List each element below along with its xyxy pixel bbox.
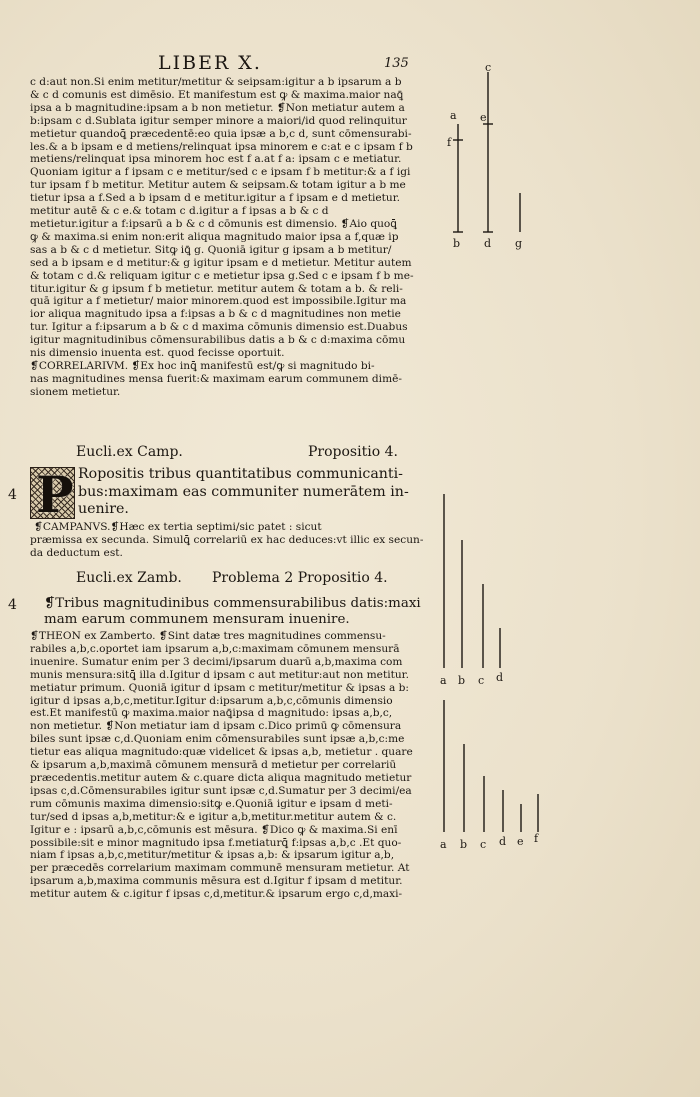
text-line: metitur autem & c.igitur f ipsas c,d,metitur.& ipsarum ergo c,d,maxi- — [30, 888, 403, 901]
text-line: ior aliqua magnitudo ipsa a f:ipsas a b & c d magnitudines non metie — [30, 308, 401, 321]
label-a: a — [440, 674, 447, 687]
text-line: ❡THEON ex Zamberto. ❡Sint datæ tres magnitudines commensu- — [30, 630, 386, 642]
text-line: ipsas c,d.Cōmensurabiles igitur sunt ipsæ c,d.Sumatur per 3 decimi/ea — [30, 784, 412, 797]
text-line: tur ipsam f b metitur. Metitur autem & seipsam.& totam igitur a b me — [30, 179, 406, 192]
text-line: metitur autē & c e.& totam c d.igitur a f ipsas a b & c d — [30, 205, 329, 218]
page-number: 135 — [384, 56, 409, 71]
text-line: nas magnitudines mensa fuerit:& maximam earum communem dimē- — [30, 372, 402, 385]
label-a: a — [440, 838, 447, 851]
text-line: est.Et manifestū ꝙ maxima.maior naꝗ̄ipsa d magnitudo: ipsas a,b,c, — [30, 707, 393, 720]
figure-1 — [453, 72, 520, 232]
text-line: rum cōmunis maxima dimensio:sitꝙ e.Quoniā igitur e ipsam d meti- — [30, 797, 393, 810]
text-line: b:ipsam c d.Sublata igitur semper minore a maiori/id quod relinquitur — [30, 114, 407, 127]
text-line: rabiles a,b,c.oportet iam ipsarum a,b,c:maximam cōmunem mensurā — [30, 642, 400, 655]
heading-proposition: Propositio 4. — [308, 444, 398, 460]
text-line: igitur d ipsas a,b,c,metitur.Igitur d:ipsarum a,b,c,cōmunis dimensio — [30, 694, 393, 707]
label-f: f — [447, 136, 452, 149]
text-line: uenire. — [78, 501, 129, 517]
text-line: ❡CORRELARIVM. ❡Ex hoc inꝗ̄ manifestū est/ꝙ si magnitudo bi- — [30, 359, 375, 372]
heading-source: Eucli.ex Zamb. — [76, 570, 182, 586]
text-line: les.& a b ipsam e d metiens/relinquat ipsa minorem e c:at e c ipsam f b — [30, 140, 413, 153]
margin-number: 4 — [8, 487, 17, 503]
text-line: metiatur primum. Quoniā igitur d ipsam c metitur/metitur & ipsas a b: — [30, 681, 410, 694]
text-line: sed a b ipsam e d metitur:& g igitur ipsam e d metietur. Metitur autem — [30, 256, 412, 269]
text-line: tur/sed d ipsas a,b,metitur:& e igitur a,b,metitur.metitur autem & c. — [30, 810, 397, 823]
text-line: metiens/relinquat ipsa minorem hoc est f a.at f a: ipsam c e metiatur. — [30, 153, 402, 166]
text-line: possibile:sit e minor magnitudo ipsa f.metiaturꝗ̄ f:ipsas a,b,c .Et quo- — [30, 836, 402, 849]
text-line: munis mensura:sitꝗ̄ illa d.Igitur d ipsam c aut metitur:aut non metitur. — [30, 668, 409, 681]
text-line: tietur ipsa a f.Sed a b ipsam d e metitur.igitur a f ipsam e d metietur. — [30, 192, 400, 205]
text-line: non metietur. ❡Non metiatur iam d ipsam c.Dico primū ꝙ cōmensura — [30, 720, 402, 733]
label-e: e — [480, 111, 487, 124]
text-line: metietur quandoꝗ̄ præcedentē:eo quia ipsæ a b,c d, sunt cōmensurabi- — [30, 127, 412, 140]
text-line: da deductum est. — [30, 546, 123, 559]
label-a: a — [450, 109, 457, 122]
label-g: g — [515, 237, 523, 250]
text-line: ꝙ & maxima.si enim non:erit aliqua magnitudo maior ipsa a f,quæ ip — [30, 230, 399, 243]
text-line: ipsa a b magnitudine:ipsam a b non metietur. ❡Non metiatur autem a — [30, 101, 405, 114]
text-line: Igitur e : ipsarū a,b,c,cōmunis est mēsura. ❡Dico ꝙ & maxima.Si enī — [30, 823, 398, 836]
text-line: tur. Igitur a f:ipsarum a b & c d maxima cōmunis dimensio est.Duabus — [30, 321, 408, 334]
text-line: titur.igitur & g ipsum f b metietur. metitur autem & totam a b. & reli- — [30, 282, 403, 295]
label-c: c — [478, 674, 485, 687]
heading-source: Eucli.ex Camp. — [76, 444, 183, 460]
heading-problem: Problema 2 Propositio 4. — [212, 570, 388, 586]
text-line: & totam c d.& reliquam igitur c e metietur ipsa g.Sed c e ipsam f b me- — [30, 269, 414, 282]
label-d: d — [499, 835, 507, 848]
label-f: f — [534, 832, 539, 845]
text-line: & c d comunis est dimēsio. Et manifestum est ꝙ & maxima.maior naꝗ̄ — [30, 88, 404, 101]
text-line: c d:aut non.Si enim metitur/metitur & seipsam:igitur a b ipsarum a b — [30, 76, 402, 88]
label-e: e — [517, 835, 524, 848]
text-line: metietur.igitur a f:ipsarū a b & c d cōmunis est dimensio. ❡Aio quoꝗ̄ — [30, 217, 398, 230]
text-line: igitur magnitudinibus cōmensurabilibus datis a b & c d:maxima cōmu — [30, 334, 406, 347]
text-line: ❡CAMPANVS.❡Hæc ex tertia septimi/sic patet : sicut — [34, 521, 322, 533]
text-line: mam earum communem mensuram inuenire. — [44, 612, 350, 627]
label-c: c — [485, 61, 492, 74]
text-line: sionem metietur. — [30, 385, 121, 398]
figure-2 — [444, 494, 500, 668]
label-c: c — [480, 838, 487, 851]
text-line: inuenire. Sumatur enim per 3 decimi/ipsarum duarū a,b,maxima com — [30, 655, 403, 668]
running-head: LIBER X. — [158, 52, 262, 74]
text-line: præcedentis.metitur autem & c.quare dicta aliqua magnitudo metietur — [30, 771, 412, 784]
text-line: bus:maximam eas communiter numerātem in- — [78, 483, 409, 500]
text-line: quā igitur a f metietur/ maior minorem.quod est impossibile.Igitur ma — [30, 295, 407, 308]
initial-letter: P — [36, 465, 74, 524]
text-line: niam f ipsas a,b,c,metitur/metitur & ipsas a,b: & ipsarum igitur a,b, — [30, 849, 395, 862]
text-line: sas a b & c d metietur. Sitꝙ iꝗ̄ g. Quoniā igitur g ipsam a b metitur/ — [30, 243, 392, 256]
text-line: nis dimensio inuenta est. quod fecisse oportuit. — [30, 347, 285, 360]
margin-number: 4 — [8, 597, 17, 613]
text-line: Quoniam igitur a f ipsam c e metitur/sed c e ipsam f b metitur:& a f igi — [30, 166, 411, 179]
label-b: b — [453, 237, 461, 250]
text-line: per præcedēs correlarium maximam communē mensuram metietur. At — [30, 862, 410, 875]
text-line: Ropositis tribus quantitatibus communicanti- — [78, 466, 403, 482]
label-d: d — [484, 237, 492, 250]
label-d: d — [496, 671, 504, 684]
label-b: b — [460, 838, 468, 851]
text-line: tietur eas aliqua magnitudo:quæ videlicet & ipsas a,b, metietur . quare — [30, 746, 413, 759]
text-line: ❡Tribus magnitudinibus commensurabilibus datis:maxi — [44, 596, 421, 611]
text-line: & ipsarum a,b,maximā cōmunem mensurā d metietur per correlariū — [30, 759, 397, 772]
figure-3 — [444, 700, 538, 832]
text-line: biles sunt ipsæ c,d.Quoniam enim cōmensurabiles sunt ipsæ a,b,c:me — [30, 733, 405, 746]
text-line: ipsarum a,b,maxima communis mēsura est d.Igitur f ipsam d metitur. — [30, 875, 403, 888]
label-b: b — [458, 674, 466, 687]
text-line: præmissa ex secunda. Simulꝗ̄ correlariū ex hac deduces:vt illic ex secun- — [30, 533, 424, 546]
